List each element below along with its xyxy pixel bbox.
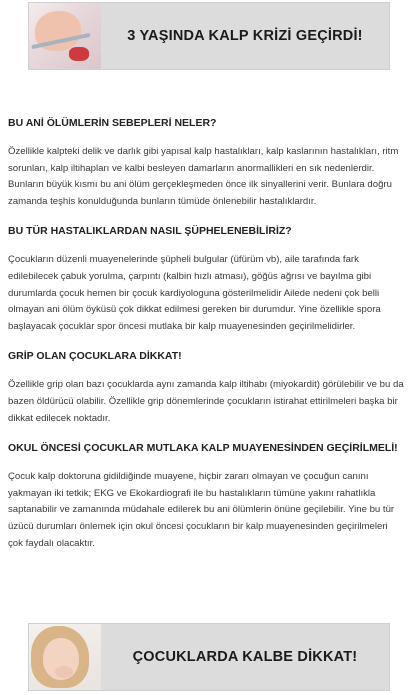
related-article-card-top[interactable] — [28, 2, 390, 70]
related-article-card-bottom[interactable] — [28, 623, 390, 691]
red-cloth-shape — [69, 47, 89, 61]
related-article-title-bottom: ÇOCUKLARDA KALBE DİKKAT! — [132, 649, 358, 665]
section-heading-suspicion: BU TÜR HASTALIKLARDAN NASIL ŞÜPHELENEBİLİRİZ? — [8, 225, 292, 238]
section-heading-preschool: OKUL ÖNCESİ ÇOCUKLAR MUTLAKA KALP MUAYENESİNDEN GEÇİRİLMELİ! — [8, 442, 398, 455]
section-heading-flu: GRİP OLAN ÇOCUKLARA DİKKAT! — [8, 350, 182, 363]
section-text-causes: Özellikle kalpteki delik ve darlık gibi yapısal kalp hastalıkları, kalp kaslarının hastalıkları, ritm sorunları, kalp iltihapları ve kalbi besleyen damarların anormallikleri en sık nedenlerdir. Bunların büyük kısmı bu ani ölüm gerçekleşmeden önce ilk sinyallerini verir. Bunlara doğru zamanda teşhis konulduğunda bunların tümüde önlenebilir hastalıklardır. — [8, 146, 399, 207]
article-body — [8, 112, 404, 566]
section-text-preschool: Çocuk kalp doktoruna gidildiğinde muayene, hiçbir zararı olmayan ve çocuğun canını yakmayan iki tetkik; EKG ve Ekokardiografi ile bu hastalıkların tümüne yakını rahatlıkla saptanabilir ve zamanında müdahale edilerek bu ani ölümlerin önüne geçilebilir. Yine bu tür üzücü durumları önlemek için okul öncesi çocukların bir kalp muayenesinden geçirilmeleri çok faydalı olacaktır. — [8, 471, 395, 549]
section-heading-causes: BU ANİ ÖLÜMLERİN SEBEPLERİ NELER? — [8, 117, 217, 129]
section-text-flu: Özellikle grip olan bazı çocuklarda aynı zamanda kalp iltihabı (miyokardit) görülebilir ve bu da bazen öldürücü olabilir. Özellikle grip dönemlerinde çocukların istirahat ettirilmeleri başka bir dikkat edilecek noktadır. — [8, 379, 404, 424]
girl-hand-shape — [55, 666, 73, 678]
related-article-title-top: 3 YAŞINDA KALP KRİZİ GEÇİRDİ! — [127, 28, 363, 44]
girl-thumbnail-image — [29, 624, 101, 690]
section-text-suspicion: Çocukların düzenli muayenelerinde şüpheli bulgular (üfürüm vb), aile tarafında fark edilebilecek çabuk yorulma, çarpıntı (kalbin hızlı atması), göğüs ağrısı ve bayılma gibi durumlarda çocuk hemen bir çocuk kardiyologuna gösterilmelidir Ailede nedeni çok belli olmayan ani ölüm öyküsü çok dikkat edilmesi gereken bir durumdur. Yine özellikle spora başlayacak çocuklar spor öncesi mutlaka bir kalp muayenesinden geçirilmelidirler. — [8, 254, 381, 332]
baby-thumbnail-image — [29, 3, 101, 69]
